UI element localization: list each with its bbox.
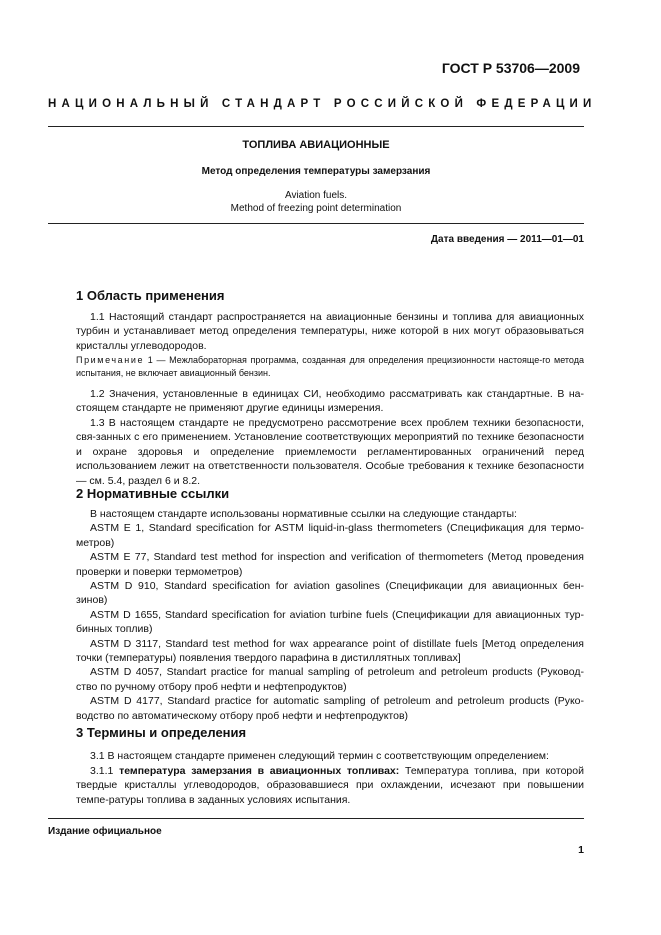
reference-item: ASTM D 4057, Standart practice for manual sampling of petroleum and petroleum products (Руковод-ство по ручному отбору проб нефти и нефтепродуктов)	[76, 666, 584, 693]
reference-item: ASTM D 1655, Standard specification for aviation turbine fuels (Спецификации для авиационных тур-бинных топлив)	[76, 608, 584, 636]
section-2-heading: 2 Нормативные ссылки	[76, 486, 230, 501]
references-intro: В настоящем стандарте использованы нормативные ссылки на следующие стандарты:	[90, 508, 517, 520]
introduction-date: Дата введения — 2011—01—01	[430, 234, 584, 245]
paragraph-3-1-1	[76, 764, 584, 807]
paragraph-3-1: 3.1 В настоящем стандарте применен следующий термин с соответствующим определением:	[90, 750, 549, 762]
section-1-heading: 1 Область применения	[76, 288, 225, 303]
reference-item: ASTM E 1, Standard specification for ASTM liquid-in-glass thermometers (Спецификация для термо-метров)	[76, 522, 584, 549]
term-definition: Температура топлива, при которой твердые кристаллы углеводородов, образовавшиеся при охлаждении, исчезают при повышении темпе-ратуры топлива в заданных условиях испытания.	[76, 765, 584, 806]
reference-item: ASTM D 4177, Standard practice for automatic sampling of petroleum and petroleum products (Руко-водство по автоматическому отбору проб нефти и нефтепродуктов)	[76, 695, 584, 722]
footer-divider	[48, 818, 584, 819]
english-title-line-2: Method of freezing point determination	[230, 203, 402, 214]
note-label: Примечание	[76, 355, 145, 365]
paragraph-1-1: 1.1 Настоящий стандарт распространяется на авиационные бензины и топлива для авиационных турбин и устанавливает метод определения температуры, ниже которой в них могут образовываться кристаллы углеводородов.	[76, 311, 584, 352]
national-standard-banner: НАЦИОНАЛЬНЫЙ СТАНДАРТ РОССИЙСКОЙ ФЕДЕРАЦИИ	[48, 98, 597, 110]
paragraph-1-2: 1.2 Значения, установленные в единицах СИ, необходимо рассматривать как стандартные. В на-стоящем стандарте не применяют другие единицы измерения.	[76, 388, 584, 415]
reference-item: ASTM D 3117, Standard test method for wax appearance point of distillate fuels [Метод определения точки (температуры) появления твердого парафина в дистиллятных топливах]	[76, 637, 584, 665]
term-number: 3.1.1	[90, 765, 120, 777]
paragraph-1-3: 1.3 В настоящем стандарте не предусмотрено рассмотрение всех проблем техники безопасности, свя-занных с его применением. Установление соответствующих мероприятий по технике безопасности и охране здоровья и определение приемлемости регламентированных ограничений перед использованием лежит на ответственности пользователя. Особые требования к технике безопасности — см. 5.4, раздел 6 и 8.2.	[76, 417, 584, 487]
standard-number: ГОСТ Р 53706—2009	[441, 60, 580, 76]
english-title-line-1: Aviation fuels.	[284, 190, 348, 201]
document-title: ТОПЛИВА АВИАЦИОННЫЕ	[242, 139, 390, 151]
note-text: 1 — Межлабораторная программа, созданная для определения прецизионности настояще-го метода испытания, не включает авиационный бензин.	[76, 355, 584, 378]
normative-references	[76, 507, 584, 723]
english-title	[48, 189, 584, 215]
header-divider	[48, 126, 584, 127]
page-number: 1	[578, 844, 584, 856]
document-subtitle: Метод определения температуры замерзания	[201, 166, 431, 177]
edition-label: Издание официальное	[48, 826, 162, 837]
term-name: температура замерзания в авиационных топливах:	[119, 765, 400, 777]
reference-item: ASTM E 77, Standard test method for inspection and verification of thermometers (Метод проведения проверки и поверки термометров)	[76, 551, 584, 578]
title-divider	[48, 223, 584, 224]
reference-item: ASTM D 910, Standard specification for aviation gasolines (Спецификации для авиационных бен-зинов)	[76, 580, 584, 607]
section-3-heading: 3 Термины и определения	[76, 725, 247, 740]
note-1	[76, 354, 584, 380]
